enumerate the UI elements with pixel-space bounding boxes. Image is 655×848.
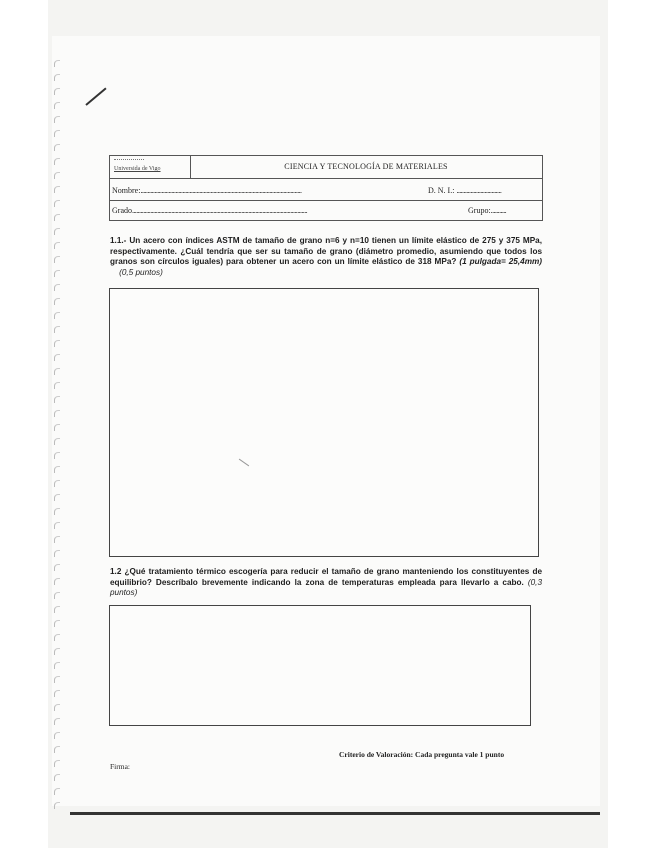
grupo-field[interactable] [468,206,506,215]
binding-holes [54,60,64,800]
question-1-1 [110,236,542,278]
dni-field[interactable] [428,186,501,195]
grupo-dots: ........... [490,206,507,215]
signature-label: Firma: [110,762,130,771]
course-title: CIENCIA Y TECNOLOGÍA DE MATERIALES [284,162,448,171]
question-1-2-points: (0,3 puntos) [110,577,542,597]
university-logo [110,156,191,178]
grading-criteria: Criterio de Valoración: Cada pregunta vale 1 punto [339,750,505,759]
grado-dots: ............................................................................................................................. [132,206,308,215]
question-1-1-text: 1.1.- Un acero con índices ASTM de tamaño de grano n=6 y n=10 tienen un límite elástico de 275 y 375 MPa, respectivamente. ¿Cuál tendría que ser su tamaño de grano (diámetro promedio, asumiendo que todos los granos son círculos iguales) para obtener un acero con un límite elástico de 318 MPa? [110,236,542,266]
question-1-1-note: (1 pulgada= 25,4mm) [459,257,542,266]
question-1-2 [110,567,542,599]
name-dots: ................................................................................................................... [140,186,302,195]
header-title-row [110,156,542,179]
name-row [110,178,542,201]
dni-label: D. N. I.: [428,186,455,195]
dni-dots: ................................ [456,186,502,195]
question-1-2-text: 1.2 ¿Qué tratamiento térmico escogería para reducir el tamaño de grano manteniendo los constituyentes de equilibrio? Descríbalo brevemente indicando la zona de temperaturas empleada para llevarlo a cabo. [110,567,542,587]
grado-field[interactable] [112,206,307,215]
logo-mark [114,159,144,164]
answer-box-1-2[interactable] [109,605,531,726]
grado-row [110,200,542,220]
question-1-1-points: (0,5 puntos) [119,267,163,277]
grupo-label: Grupo: [468,206,491,215]
page-edge [70,812,600,815]
name-field[interactable] [112,186,301,195]
answer-box-1-1[interactable] [109,288,539,557]
exam-header-table [109,155,543,221]
name-label: Nombre: [112,186,141,195]
grado-label: Grado [112,206,132,215]
logo-text: Universida de Vigo [114,166,161,172]
